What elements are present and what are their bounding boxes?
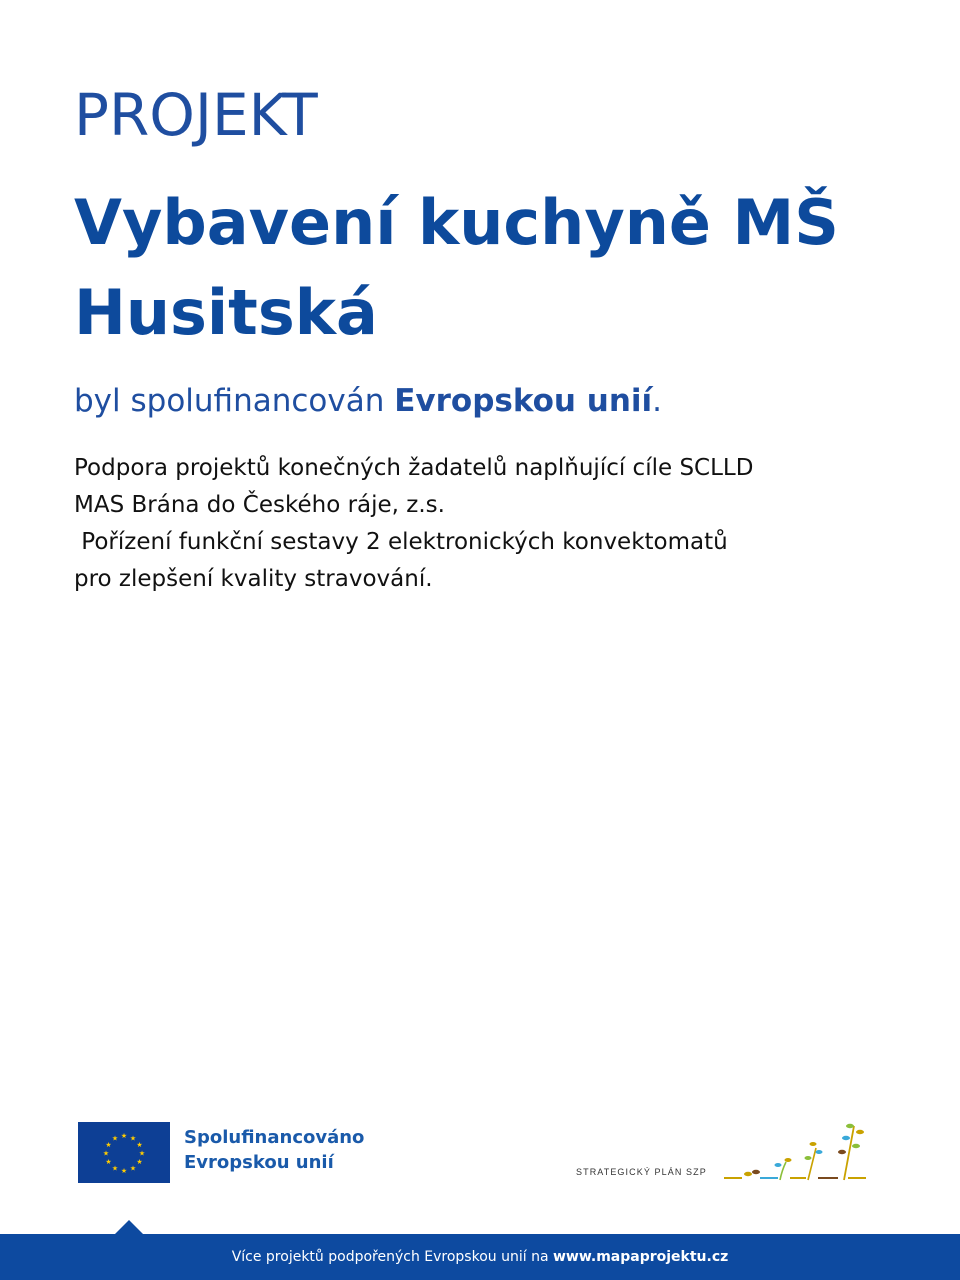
leaf-icon [856, 1130, 864, 1134]
eu-stars-icon [78, 1122, 170, 1183]
leaf-icon [842, 1136, 850, 1140]
svg-text:★: ★ [111, 1134, 119, 1143]
szp-plants-logo [720, 1118, 880, 1184]
cofinanced-eu: Evropskou unií [394, 383, 653, 419]
footer-notch [114, 1220, 144, 1235]
leaf-icon [805, 1156, 812, 1160]
project-description [74, 450, 874, 598]
svg-text:★: ★ [129, 1134, 137, 1143]
project-kicker: PROJEKT [74, 81, 318, 149]
svg-text:★: ★ [138, 1149, 146, 1158]
project-title: Vybavení kuchyně MŠ Husitská [74, 186, 839, 349]
svg-text:★: ★ [105, 1158, 112, 1166]
szp-label: STRATEGICKÝ PLÁN SZP [576, 1167, 707, 1177]
leaf-icon [810, 1142, 817, 1146]
svg-text:★: ★ [136, 1141, 143, 1149]
footer-bar [0, 1234, 960, 1280]
seed-icon [744, 1172, 752, 1176]
svg-text:★: ★ [120, 1167, 128, 1175]
footer-link[interactable]: www.mapaprojektu.cz [552, 1249, 729, 1265]
leaf-icon [775, 1163, 782, 1167]
leaf-icon [816, 1150, 823, 1154]
description-line: pro zlepšení kvality stravování. [74, 566, 433, 592]
description-line: Podpora projektů konečných žadatelů naplňující cíle SCLLD [74, 455, 754, 481]
svg-text:★: ★ [105, 1141, 112, 1149]
eu-cofinanced-label [184, 1125, 364, 1175]
eu-label-line1: Spolufinancováno [184, 1127, 365, 1148]
description-line: MAS Brána do Českého ráje, z.s. [74, 492, 445, 518]
svg-text:★: ★ [120, 1132, 128, 1140]
sprout-stem [808, 1148, 816, 1180]
leaf-icon [785, 1158, 792, 1162]
leaf-icon [838, 1150, 846, 1154]
leaf-icon [846, 1124, 854, 1128]
eu-flag-logo [78, 1122, 170, 1183]
eu-label-line2: Evropskou unií [184, 1152, 334, 1173]
svg-text:★: ★ [136, 1158, 143, 1166]
cofinanced-prefix: byl spolufinancován [74, 383, 395, 419]
cofinanced-statement [74, 380, 662, 422]
cofinanced-suffix: . [652, 383, 663, 419]
description-line: Pořízení funkční sestavy 2 elektronických konvektomatů [74, 529, 728, 555]
leaf-icon [852, 1144, 860, 1148]
seed-icon [752, 1170, 760, 1174]
svg-text:★: ★ [102, 1149, 110, 1158]
footer-text: Více projektů podpořených Evropskou unií na [231, 1249, 553, 1265]
svg-text:★: ★ [129, 1164, 137, 1173]
svg-text:★: ★ [111, 1164, 119, 1173]
